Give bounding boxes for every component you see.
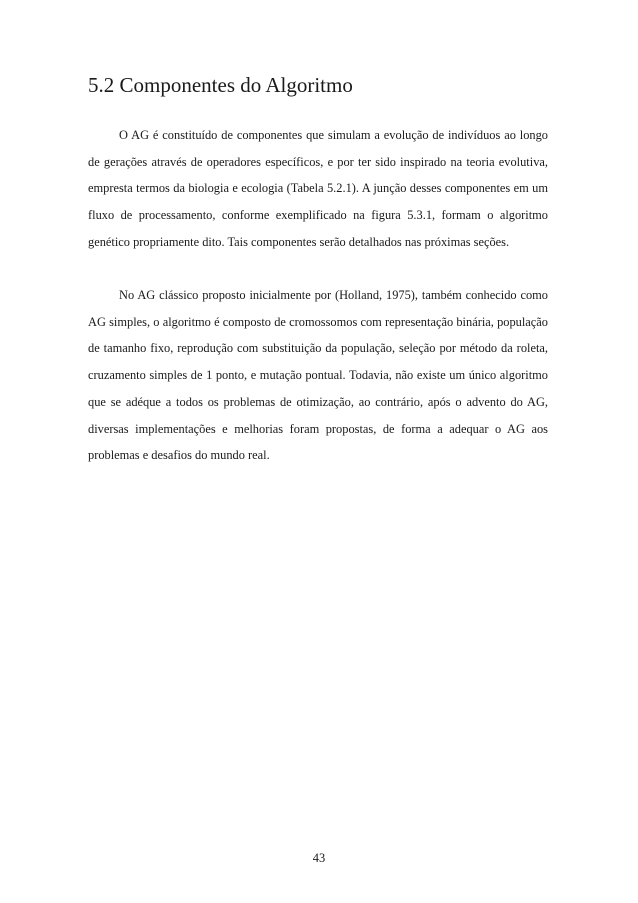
paragraph-block [88,282,548,469]
body-paragraph: O AG é constituído de componentes que simulam a evolução de indivíduos ao longo de gerações através de operadores específicos, e por ter sido inspirado na teoria evolutiva, empresta termos da biologia e ecologia (Tabela 5.2.1). A junção desses componentes em um fluxo de processamento, conforme exemplificado na figura 5.3.1, formam o algoritmo genético propriamente dito. Tais componentes serão detalhados nas próximas seções. [88,128,548,249]
body-paragraph: No AG clássico proposto inicialmente por (Holland, 1975), também conhecido como AG simples, o algoritmo é composto de cromossomos com representação binária, população de tamanho fixo, reprodução com substituição da população, seleção por método da roleta, cruzamento simples de 1 ponto, e mutação pontual. Todavia, não existe um único algoritmo que se adéque a todos os problemas de otimização, ao contrário, após o advento do AG, diversas implementações e melhorias foram propostas, de forma a adequar o AG aos problemas e desafios do mundo real. [88,288,548,463]
paragraph-block [88,122,548,256]
page-number: 43 [312,851,326,865]
section-heading: 5.2 Componentes do Algoritmo [88,73,353,97]
